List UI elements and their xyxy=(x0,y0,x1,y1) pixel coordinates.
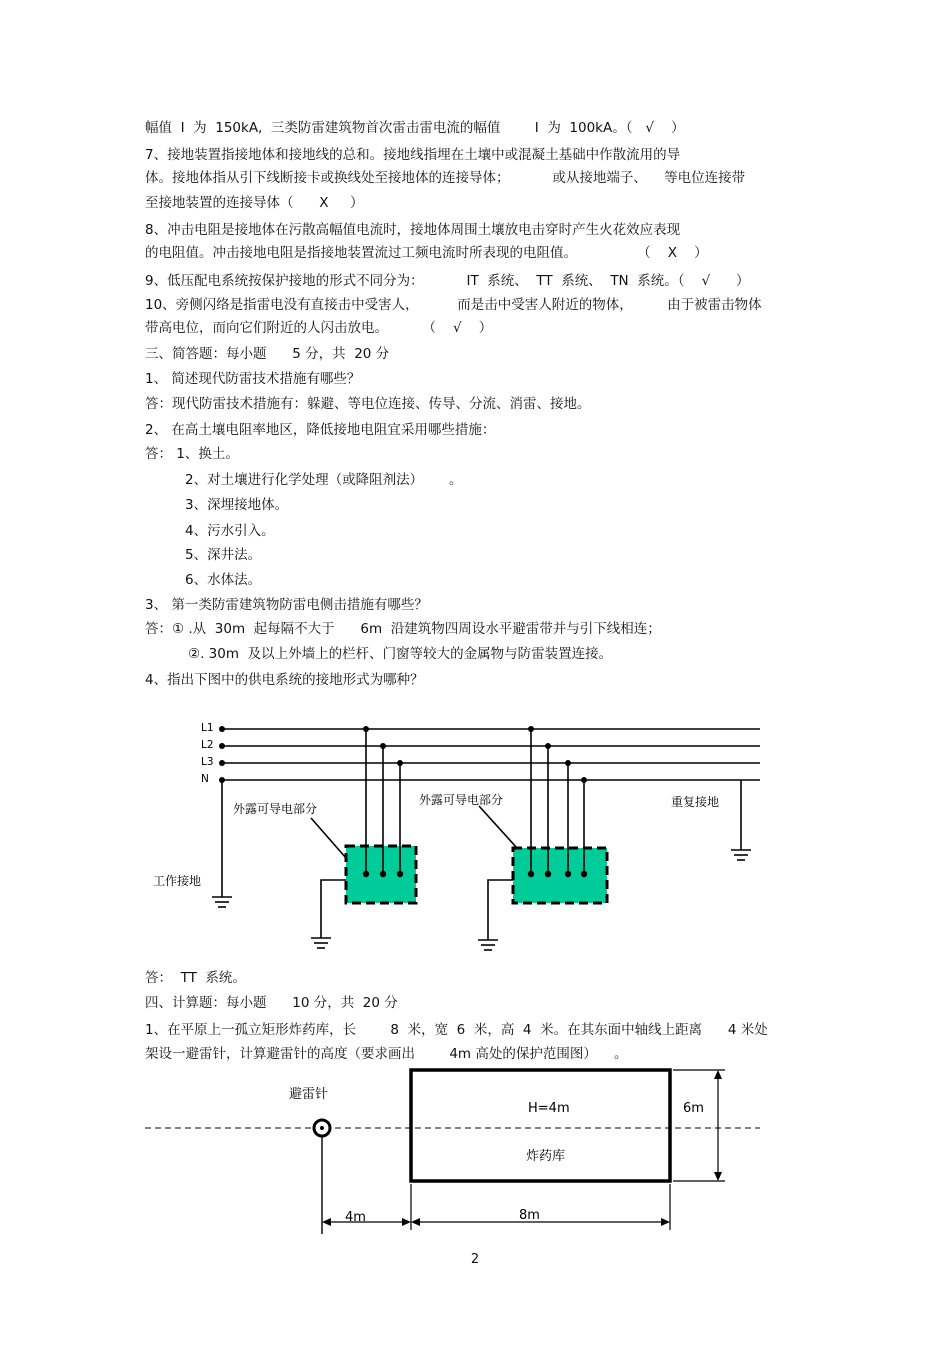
answer: 答：① .从 30m 起每隔不大于 6m 沿建筑物四周设水平避雷带并与引下线相连； xyxy=(145,621,661,637)
question: 架设一避雷针，计算避雷针的高度（要求画出 4m 高处的保护范围图） 。 xyxy=(145,1046,628,1062)
bus-label: L1 xyxy=(201,722,214,734)
text-line: 体。接地体指从引下线断接卡或换线处至接地体的连接导体； 或从接地端子、 等电位连接带 xyxy=(145,170,746,186)
bus-label: L2 xyxy=(201,739,214,751)
answer-item: 3、深埋接地体。 xyxy=(185,497,289,513)
exposed-part-label-left: 外露可导电部分 xyxy=(233,802,318,816)
answer-item: 6、水体法。 xyxy=(185,572,262,588)
page-number: 2 xyxy=(470,1252,480,1267)
text-line: 幅值 I 为 150kA, 三类防雷建筑物首次雷击雷电流的幅值 I 为 100kA。（ √ ） xyxy=(145,120,685,136)
text-line: 7、接地装置指接地体和接地线的总和。接地线指埋在土壤中或混凝土基础中作散流用的导 xyxy=(145,147,681,163)
length-label: 8m xyxy=(519,1208,540,1223)
text-line: 8、冲击电阻是接地体在污散高幅值电流时，接地体周围土壤放电击穿时产生火花效应表现 xyxy=(145,222,681,238)
section-heading: 三、简答题：每小题 5 分，共 20 分 xyxy=(145,346,390,362)
distance-label: 4m xyxy=(345,1210,366,1225)
answer-item: ②. 30m 及以上外墙上的栏杆、门窗等较大的金属物与防雷装置连接。 xyxy=(188,646,613,662)
text-line: 9、低压配电系统按保护接地的形式不同分为： IT 系统、 TT 系统、 TN 系统。（ √ ） xyxy=(145,273,750,289)
storage-building xyxy=(411,1070,670,1181)
answer-item: 5、深井法。 xyxy=(185,547,262,563)
question: 4、指出下图中的供电系统的接地形式为哪种？ xyxy=(145,672,424,688)
answer-item: 4、污水引入。 xyxy=(185,523,275,539)
exposed-part-label-right: 外露可导电部分 xyxy=(419,793,504,807)
question: 1、在平原上一孤立矩形炸药库，长 8 米，宽 6 米，高 4 米。在其东面中轴线上距离 4 米处 xyxy=(145,1022,768,1038)
height-label: H=4m xyxy=(528,1101,570,1116)
text-line: 带高电位，而向它们附近的人闪击放电。 （ √ ） xyxy=(145,320,493,336)
repeat-ground-label: 重复接地 xyxy=(671,795,720,809)
answer: 答： 1、换土。 xyxy=(145,446,239,462)
answer-item: 2、对土壤进行化学处理（或降阻剂法） 。 xyxy=(185,472,463,488)
width-label: 6m xyxy=(683,1101,704,1116)
section-heading: 四、计算题：每小题 10 分，共 20 分 xyxy=(145,995,398,1011)
text-line: 10、旁侧闪络是指雷电没有直接击中受害人， 而是击中受害人附近的物体， 由于被雷击物体 xyxy=(145,297,762,313)
building-name-label: 炸药库 xyxy=(526,1149,566,1164)
bus-label: L3 xyxy=(201,756,214,768)
answer: 答： TT 系统。 xyxy=(145,970,246,986)
question: 3、 第一类防雷建筑物防雷电侧击措施有哪些？ xyxy=(145,597,428,613)
answer: 答：现代防雷技术措施有：躲避、等电位连接、传导、分流、消雷、接地。 xyxy=(145,396,591,412)
bus-label: N xyxy=(201,773,209,785)
rod-label: 避雷针 xyxy=(289,1087,329,1102)
work-ground-label: 工作接地 xyxy=(153,874,202,888)
text-line: 至接地装置的连接导体（ X ） xyxy=(145,195,364,211)
question: 1、 简述现代防雷技术措施有哪些？ xyxy=(145,371,361,387)
text-line: 的电阻值。冲击接地电阻是指接地装置流过工频电流时所表现的电阻值。 （ X ） xyxy=(145,245,708,261)
question: 2、 在高土壤电阻率地区，降低接地电阻宜采用哪些措施： xyxy=(145,422,496,438)
